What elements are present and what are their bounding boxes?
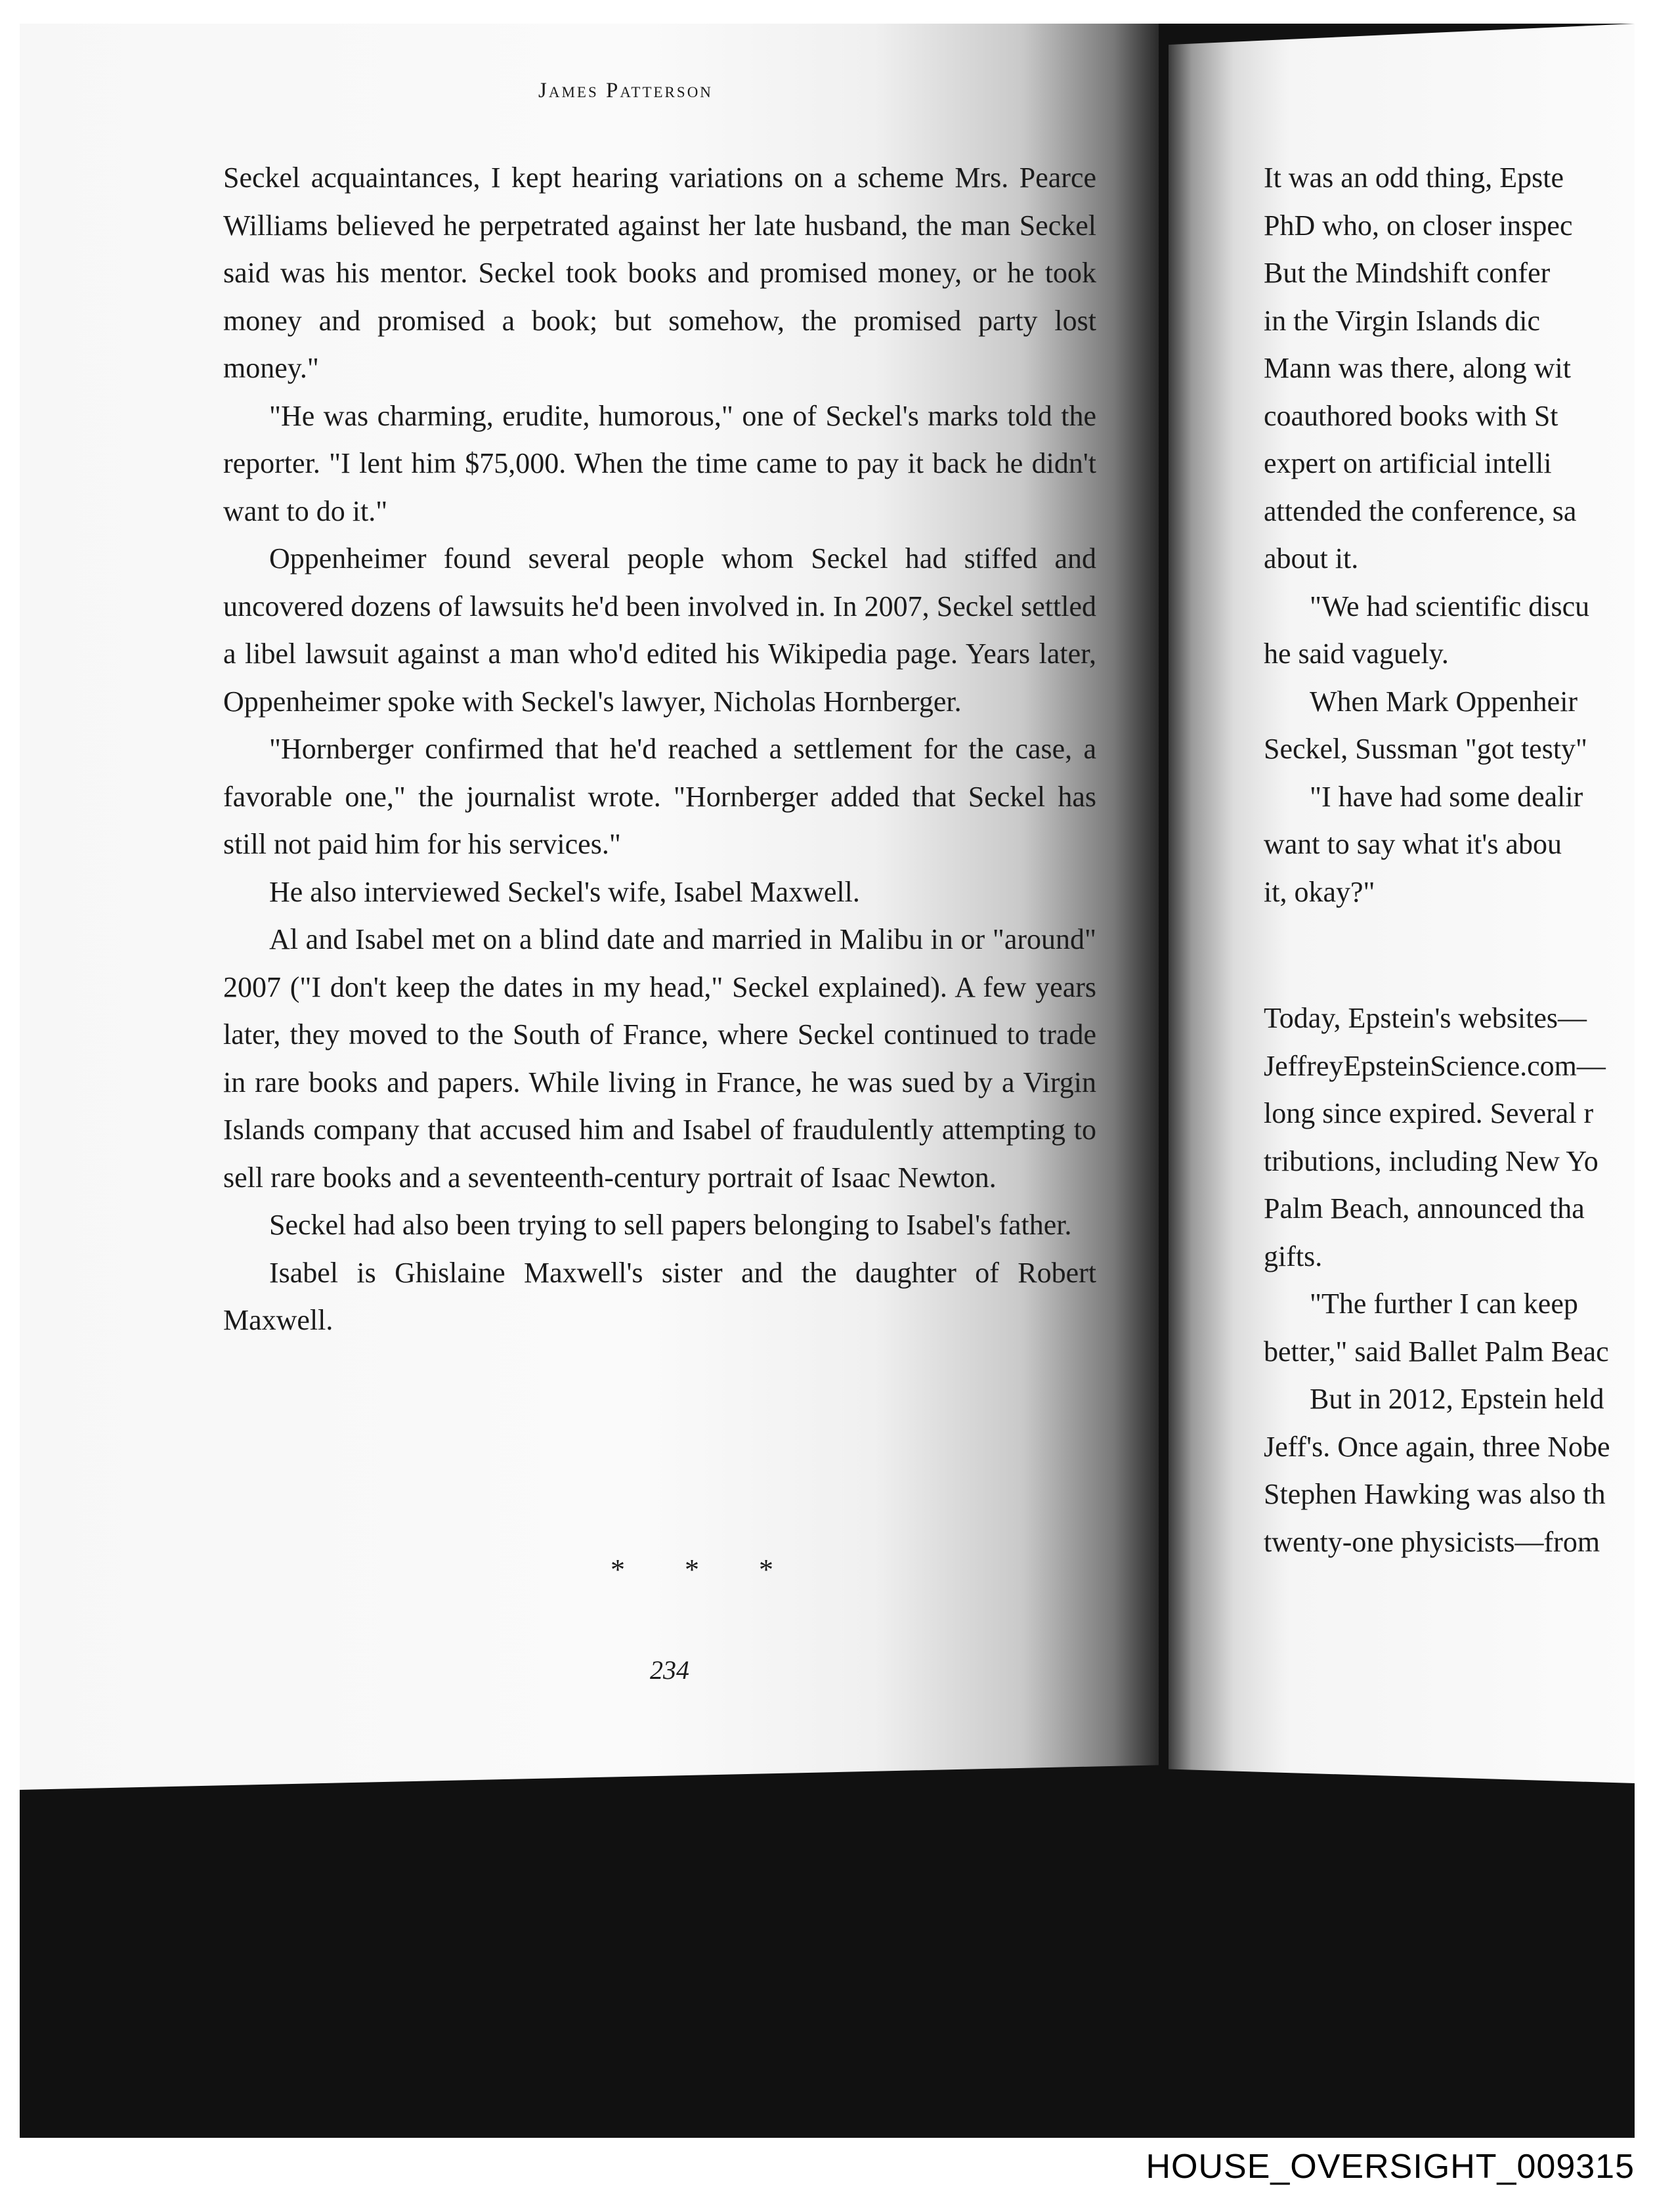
line: But the Mindshift confer [1264,257,1551,289]
line: Mann was there, along wit [1264,352,1571,384]
line: But in 2012, Epstein held [1310,1383,1604,1415]
line: Stephen Hawking was also th [1264,1478,1606,1510]
paragraph: "He was charming, erudite, humorous," one of Seckel's marks told the reporter. "I lent him $75,000. When the time came to pay it back he didn't want to do it." [223,399,1096,527]
line: attended the conference, sa [1264,494,1577,527]
line: tributions, including New Yo [1264,1144,1599,1177]
line: better," said Ballet Palm Beac [1264,1335,1609,1368]
line: When Mark Oppenheir [1310,685,1578,718]
line: it, okay?" [1264,875,1375,908]
line: Jeff's. Once again, three Nobe [1264,1430,1610,1463]
page-number: 234 [650,1655,689,1685]
paragraph: Isabel is Ghislaine Maxwell's sister and the daughter of Robert Maxwell. [223,1256,1096,1336]
line: Seckel, Sussman "got testy" [1264,733,1588,765]
line: It was an odd thing, Epste [1264,162,1564,194]
line: expert on artificial intelli [1264,447,1552,479]
line: want to say what it's abou [1264,828,1562,860]
line: in the Virgin Islands dic [1264,304,1541,337]
right-page-clip [1169,24,1635,1783]
section-gap [1264,916,1635,995]
section-break: * * * [611,1553,800,1586]
running-head: James Patterson [538,79,713,102]
line: coauthored books with St [1264,399,1558,432]
line: PhD who, on closer inspec [1264,209,1573,242]
paragraph: He also interviewed Seckel's wife, Isabel Maxwell. [269,875,860,908]
line: "We had scientific discu [1310,590,1590,622]
paragraph: Seckel had also been trying to sell papers belonging to Isabel's father. [269,1209,1072,1241]
left-page-text [223,154,1096,1345]
line: Palm Beach, announced tha [1264,1192,1585,1225]
line: long since expired. Several r [1264,1097,1594,1129]
document-id: HOUSE_OVERSIGHT_009315 [1146,2148,1635,2186]
line: about it. [1264,542,1359,575]
line: JeffreyEpsteinScience.com— [1264,1049,1606,1082]
line: "I have had some dealir [1310,780,1583,813]
line: Today, Epstein's websites— [1264,1002,1587,1034]
paragraph: "Hornberger confirmed that he'd reached a settlement for the case, a favorable one," the journalist wrote. "Hornberger added that Seckel has still not paid him for his services." [223,733,1096,860]
line: gifts. [1264,1240,1323,1272]
paragraph: Al and Isabel met on a blind date and married in Malibu in or "around" 2007 ("I don't keep the dates in my head," Seckel explained). A few years later, they moved to the South of France, where Seckel continued to trade in rare books and papers. While living in France, he was sued by a Virgin Islands company that accused him and Isabel of fraudulently attempting to sell rare books and a seventeenth-century portrait of Isaac Newton. [223,923,1096,1194]
paragraph: Seckel acquaintances, I kept hearing variations on a scheme Mrs. Pearce Williams believed he perpetrated against her late husband, the man Seckel said was his mentor. Seckel took books and promised money, or he took money and promised a book; but somehow, the promised party lost money." [223,162,1096,384]
right-page-text [1264,154,1635,1566]
line: "The further I can keep [1310,1288,1578,1320]
paragraph: Oppenheimer found several people whom Seckel had stiffed and uncovered dozens of lawsuits he'd been involved in. In 2007, Seckel settled a libel lawsuit against a man who'd edited his Wikipedia page. Years later, Oppenheimer spoke with Seckel's lawyer, Nicholas Hornberger. [223,542,1096,718]
line: he said vaguely. [1264,638,1449,670]
line: twenty-one physicists—from [1264,1525,1600,1558]
